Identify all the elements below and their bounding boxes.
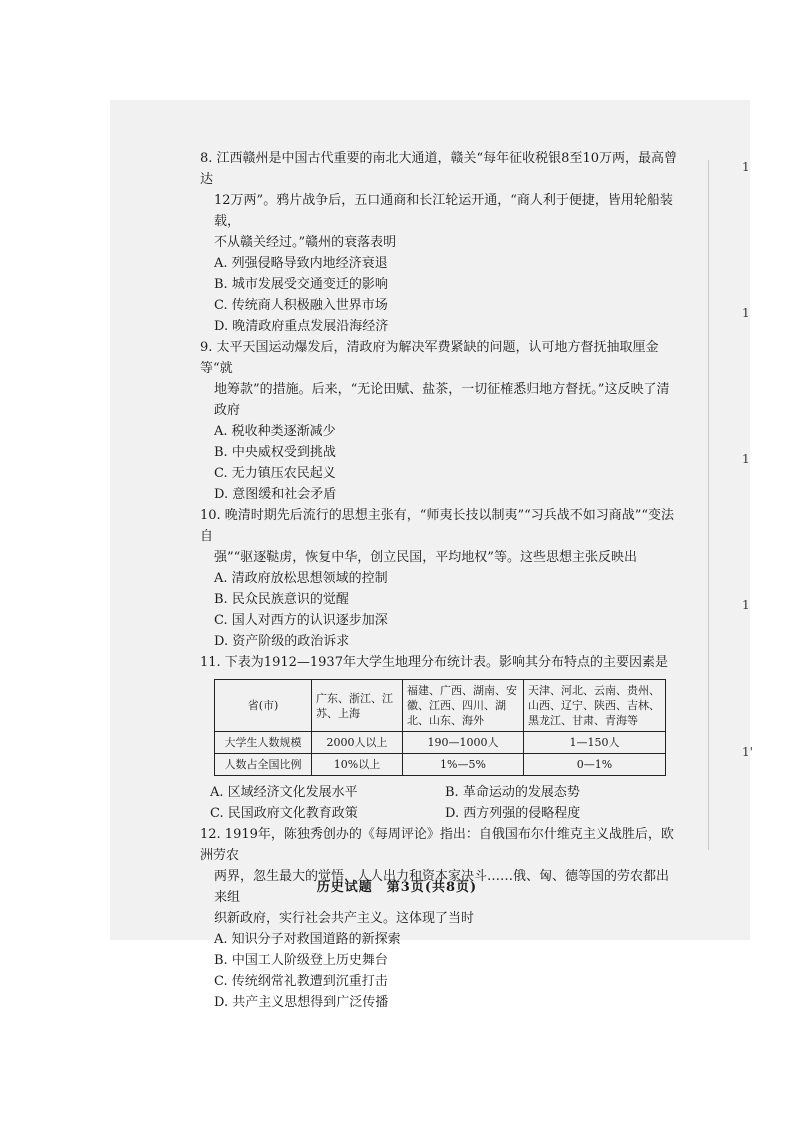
table-row [215,732,666,754]
question-11 [200,652,680,824]
question-stem: 9. 太平天国运动爆发后，清政府为解决军费紧缺的问题，认可地方督抚抽取厘金等“就 [200,340,659,376]
table-cell: 190—1000人 [403,732,524,754]
option-b: B. 中央威权受到挑战 [214,445,336,460]
table-header-row [215,680,666,732]
binding-margin-line [708,160,709,850]
page-footer: 历史试题 第3页(共8页) [316,880,478,895]
option-c: C. 民国政府文化教育政策 [210,806,358,821]
question-12 [200,824,680,1013]
university-distribution-table [214,679,666,776]
option-b: B. 中国工人阶级登上历史舞台 [214,953,388,968]
option-d: D. 西方列强的侵略程度 [445,806,581,821]
option-b: B. 城市发展受交通变迁的影响 [214,277,388,292]
question-stem: 地筹款”的措施。后来，“无论田赋、盐茶，一切征榷悉归地方督抚。”这反映了清政府 [214,382,670,418]
table-cell: 1—150人 [524,732,666,754]
question-stem: 8. 江西赣州是中国古代重要的南北大通道，赣关“每年征收税银8至10万两，最高曾达 [200,151,677,187]
margin-mark: 1 [742,306,750,320]
option-c: C. 无力镇压农民起义 [214,466,336,481]
question-stem: 强”“驱逐鞑虏，恢复中华，创立民国，平均地权”等。这些思想主张反映出 [214,550,637,565]
option-d: D. 意图缓和社会矛盾 [214,487,337,502]
table-cell: 1%—5% [403,754,524,776]
option-a: A. 清政府放松思想领域的控制 [214,571,388,586]
option-b: B. 民众民族意识的觉醒 [214,592,349,607]
table-cell: 0—1% [524,754,666,776]
question-stem: 12万两”。鸦片战争后，五口通商和长江轮运开通，“商人利于便捷，皆用轮船装载， [214,193,673,229]
question-9 [200,337,680,505]
table-cell: 人数占全国比例 [215,754,312,776]
margin-mark: 1 [742,598,750,612]
option-c: C. 国人对西方的认识逐步加深 [214,613,388,628]
table-header-cell: 福建、广西、湖南、安徽、江西、四川、湖北、山东、海外 [403,680,524,732]
option-c: C. 传统商人积极融入世界市场 [214,298,388,313]
table-row [215,754,666,776]
question-stem: 两界，忽生最大的觉悟，人人出力和资本家决斗……俄、匈、德等国的劳农都出来组 [214,869,670,905]
question-10 [200,505,680,652]
question-8 [200,148,680,337]
table-header-cell: 天津、河北、云南、贵州、山西、辽宁、陕西、吉林、黑龙江、甘肃、青海等 [524,680,666,732]
table-cell: 大学生人数规模 [215,732,312,754]
question-stem: 12. 1919年，陈独秀创办的《每周评论》指出：自俄国布尔什维克主义战胜后，欧洲劳农 [200,827,674,863]
table-header-cell: 广东、浙江、江苏、上海 [312,680,403,732]
options-grid [200,782,680,824]
table-header-cell: 省(市) [215,680,312,732]
option-a: A. 知识分子对救国道路的新探索 [214,932,401,947]
table-cell: 2000人以上 [312,732,403,754]
margin-mark: 1' [742,745,753,759]
margin-mark: 1 [742,160,750,174]
option-a: A. 税收种类逐渐减少 [214,424,336,439]
option-d: D. 资产阶级的政治诉求 [214,634,350,649]
option-b: B. 革命运动的发展态势 [445,785,580,800]
option-d: D. 晚清政府重点发展沿海经济 [214,319,389,334]
option-a: A. 列强侵略导致内地经济衰退 [214,256,388,271]
question-stem: 织新政府，实行社会共产主义。这体现了当时 [214,911,475,926]
option-c: C. 传统纲常礼教遭到沉重打击 [214,974,388,989]
option-d: D. 共产主义思想得到广泛传播 [214,995,389,1010]
question-stem: 10. 晚清时期先后流行的思想主张有，“师夷长技以制夷”“习兵战不如习商战”“变法自 [200,508,675,544]
margin-mark: 1 [742,452,750,466]
question-stem: 11. 下表为1912—1937年大学生地理分布统计表。影响其分布特点的主要因素是 [200,655,668,670]
question-stem: 不从赣关经过。”赣州的衰落表明 [214,235,397,250]
option-a: A. 区域经济文化发展水平 [210,785,358,800]
table-cell: 10%以上 [312,754,403,776]
